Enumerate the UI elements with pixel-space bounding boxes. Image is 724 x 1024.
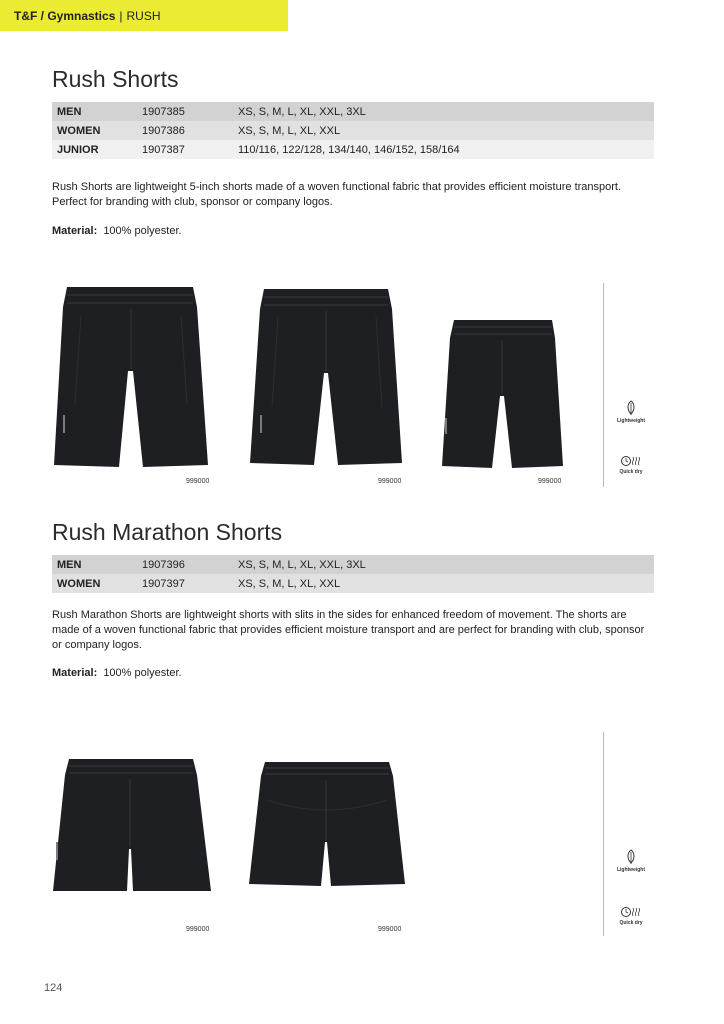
product-image-women-shorts — [248, 287, 404, 467]
material-value: 100% polyester. — [103, 667, 182, 679]
size-row-men — [52, 555, 654, 574]
size-range: XS, S, M, L, XL, XXL, 3XL — [238, 555, 654, 574]
size-row-women — [52, 574, 654, 593]
size-gender: MEN — [52, 102, 142, 121]
feature-quick-dry — [611, 906, 651, 926]
material-line — [52, 667, 182, 679]
size-range: 110/116, 122/128, 134/140, 146/152, 158/164 — [238, 140, 654, 159]
size-gender: WOMEN — [52, 574, 142, 593]
divider — [603, 283, 604, 487]
size-row-men — [52, 102, 654, 121]
material-label: Material: — [52, 225, 98, 237]
product-image-men-marathon-shorts — [51, 757, 213, 894]
size-table — [52, 555, 654, 593]
article-number: 1907396 — [142, 555, 238, 574]
quick-dry-icon — [620, 455, 642, 467]
divider — [603, 732, 604, 936]
feature-label: Quick dry — [619, 469, 643, 475]
material-label: Material: — [52, 667, 98, 679]
product-title: Rush Marathon Shorts — [52, 519, 283, 545]
article-number: 1907397 — [142, 574, 238, 593]
feather-icon — [626, 849, 636, 865]
feature-lightweight — [611, 849, 651, 873]
product-description: Rush Shorts are lightweight 5-inch shorts made of a woven functional fabric that provides efficient moisture transport. Perfect for branding with club, sponsor or company logos. — [52, 181, 622, 208]
header-separator: | — [119, 8, 123, 23]
product-title: Rush Shorts — [52, 66, 179, 92]
product-code: 999000 — [186, 478, 210, 485]
feature-label: Lightweight — [616, 867, 646, 873]
feature-label: Lightweight — [616, 418, 646, 424]
product-code: 999000 — [538, 478, 562, 485]
product-description: Rush Marathon Shorts are lightweight shorts with slits in the sides for enhanced freedom of movement. The shorts are made of a woven functional fabric that provides efficient moisture transport and are perfect for branding with club, sponsor or company logos. — [52, 609, 645, 651]
product-code: 999000 — [186, 926, 210, 933]
size-gender: MEN — [52, 555, 142, 574]
subcategory-label: RUSH — [126, 8, 161, 23]
article-number: 1907386 — [142, 121, 238, 140]
size-table — [52, 102, 654, 159]
page-number: 124 — [44, 982, 63, 994]
product-image-men-shorts — [51, 285, 211, 470]
feature-quick-dry — [611, 455, 651, 475]
size-gender: JUNIOR — [52, 140, 142, 159]
article-number: 1907387 — [142, 140, 238, 159]
size-range: XS, S, M, L, XL, XXL — [238, 121, 654, 140]
feature-lightweight — [611, 400, 651, 424]
product-image-junior-shorts — [440, 318, 565, 470]
product-image-women-marathon-shorts — [247, 760, 407, 888]
quick-dry-icon — [620, 906, 642, 918]
size-row-junior — [52, 140, 654, 159]
size-gender: WOMEN — [52, 121, 142, 140]
material-line — [52, 225, 182, 237]
size-row-women — [52, 121, 654, 140]
feature-label: Quick dry — [619, 920, 643, 926]
category-label: T&F / Gymnastics — [14, 8, 116, 23]
section-header-tag — [0, 0, 288, 31]
size-range: XS, S, M, L, XL, XXL — [238, 574, 654, 593]
size-range: XS, S, M, L, XL, XXL, 3XL — [238, 102, 654, 121]
product-code: 999000 — [378, 926, 402, 933]
product-code: 999000 — [378, 478, 402, 485]
feather-icon — [626, 400, 636, 416]
material-value: 100% polyester. — [103, 225, 182, 237]
article-number: 1907385 — [142, 102, 238, 121]
